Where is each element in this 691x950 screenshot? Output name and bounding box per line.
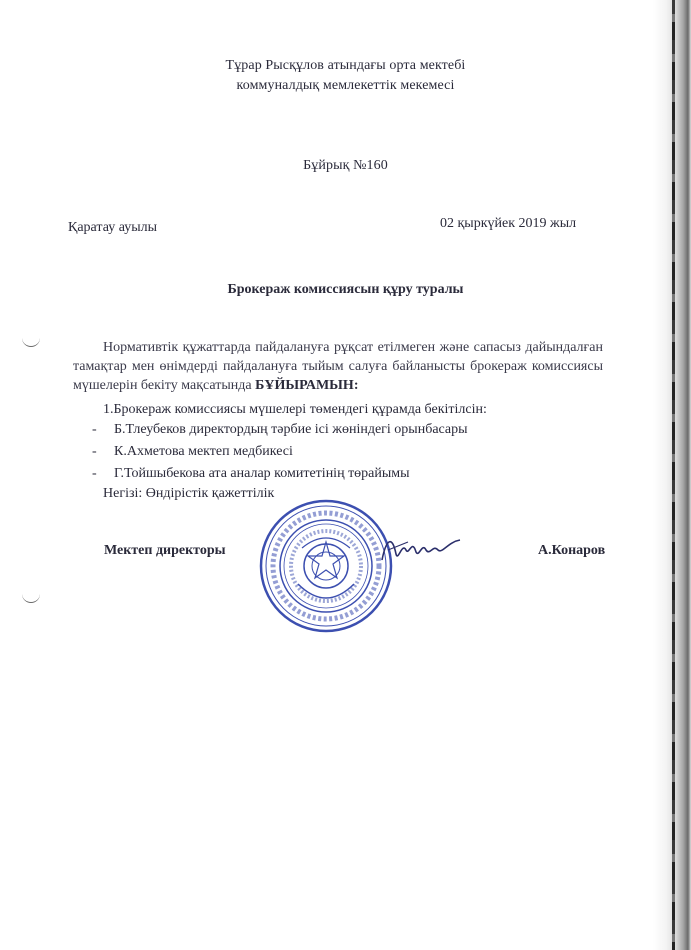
member-text: К.Ахметова мектеп медбикесі — [114, 444, 293, 459]
punch-hole-mark — [22, 336, 40, 347]
list-dash: - — [92, 444, 97, 459]
basis-line: Негізі: Өндірістік қажеттілік — [103, 486, 275, 501]
list-item — [92, 422, 468, 438]
director-title: Мектеп директоры — [104, 543, 226, 558]
list-item — [92, 466, 410, 482]
preamble-paragraph — [73, 338, 603, 395]
list-dash: - — [92, 466, 97, 481]
date: 02 қыркүйек 2019 жыл — [440, 216, 577, 231]
list-item — [92, 444, 293, 460]
preamble-text: Нормативтік құжаттарда пайдалануға рұқсат етілмеген және сапасыз дайындалған тамақтар мен өнімдерді пайдалануға тыйым салуға байланысты брокераж комиссиясы мүшелерін бекіту мақсатында — [73, 340, 603, 393]
scan-edge-line — [672, 0, 675, 950]
member-text: Г.Тойшыбекова ата аналар комитетінің төрайымы — [114, 466, 410, 481]
director-signature — [378, 528, 464, 568]
punch-hole-mark — [22, 592, 40, 603]
command-word: БҰЙЫРАМЫН: — [255, 378, 359, 393]
place: Қаратау ауылы — [68, 220, 157, 235]
order-number: Бұйрық №160 — [303, 158, 388, 173]
director-name: А.Конаров — [538, 543, 606, 558]
point-1: 1.Брокераж комиссиясы мүшелері төмендегі құрамда бекітілсін: — [103, 402, 487, 417]
order-subject: Брокераж комиссиясын құру туралы — [227, 282, 464, 297]
organization-name-line1: Тұрар Рысқұлов атындағы орта мектебі — [225, 58, 466, 73]
member-text: Б.Тлеубеков директордың тәрбие ісі жөніндегі орынбасары — [114, 422, 468, 437]
organization-name-line2: коммуналдық мемлекеттік мекемесі — [236, 78, 455, 93]
list-dash: - — [92, 422, 97, 437]
official-stamp-seal — [258, 498, 394, 634]
